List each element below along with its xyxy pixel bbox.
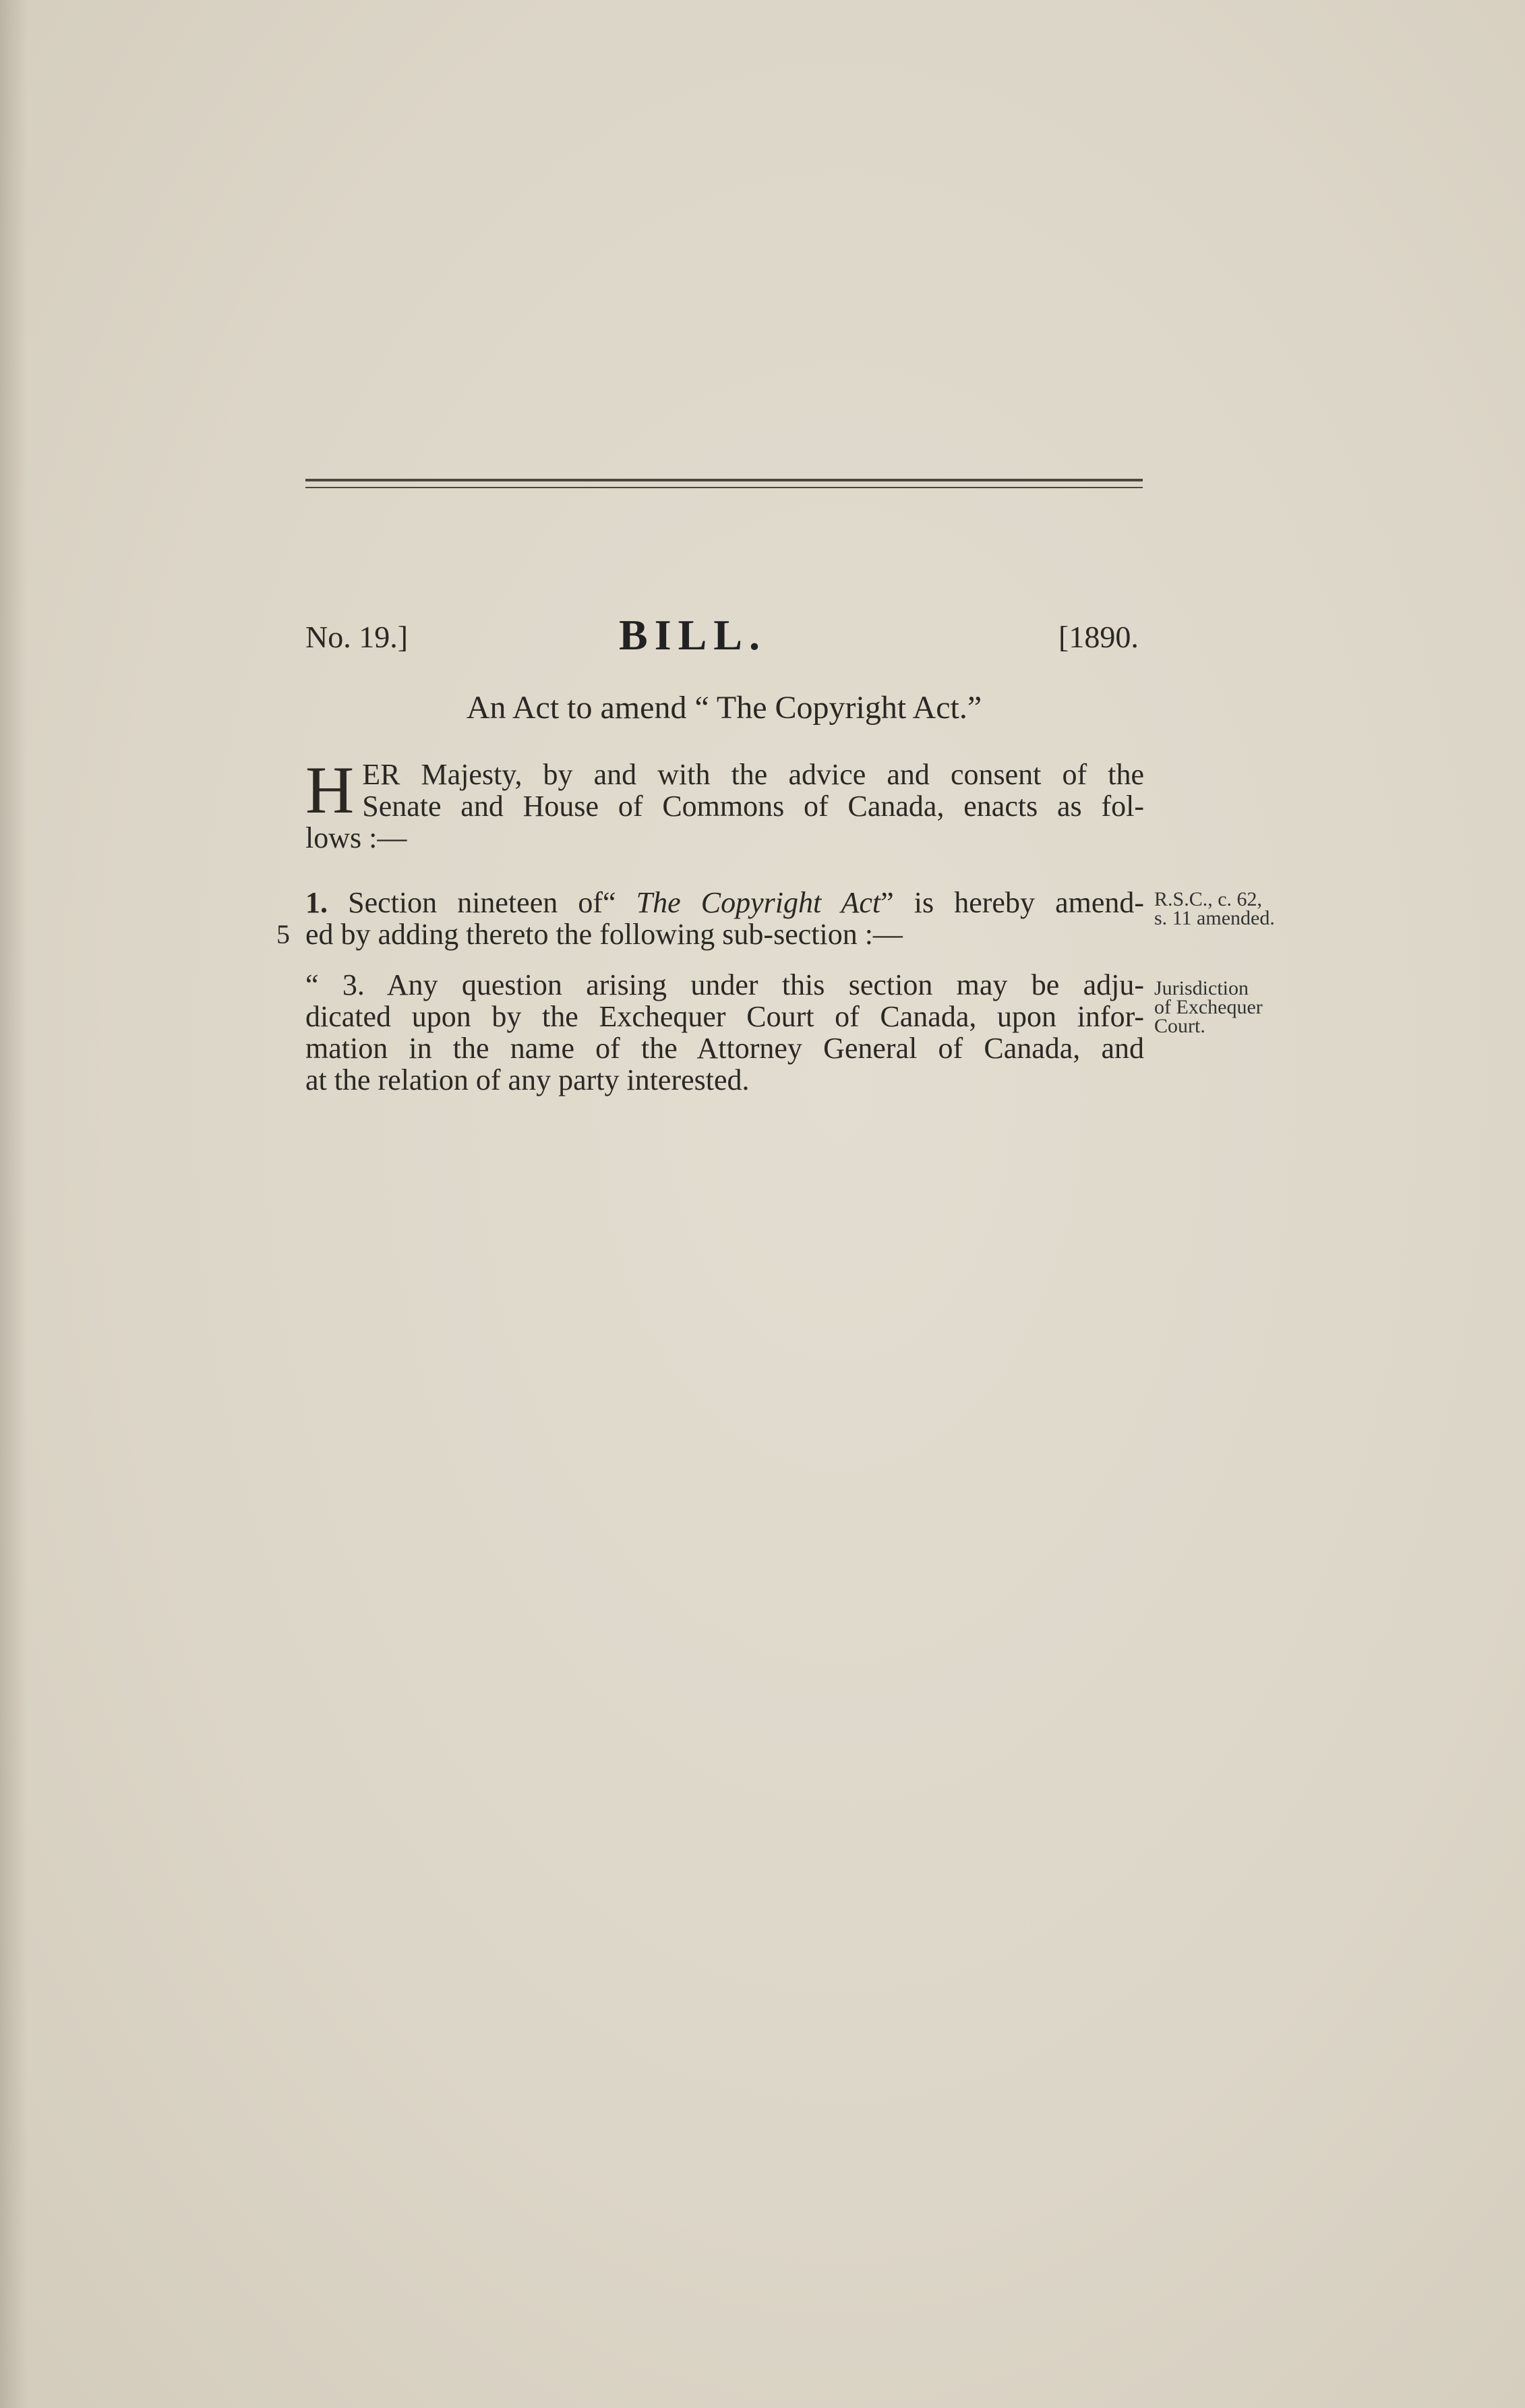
section-1 — [305, 887, 1144, 950]
preamble-line: ER Majesty, by and with the advice and consent of the — [362, 758, 1144, 791]
margin-note-jurisdiction — [1154, 979, 1263, 1036]
bill-year: [1890. — [1058, 620, 1139, 654]
subsection-3-line: dicated upon by the Exchequer Court of Canada, upon infor- — [305, 1000, 1144, 1033]
margin-note-rsc — [1154, 890, 1275, 928]
subsection-3-line: mation in the name of the Attorney General of Canada, and — [305, 1032, 1144, 1065]
margin-note-line: Court. — [1154, 1015, 1205, 1037]
preamble — [305, 753, 1144, 854]
act-title: An Act to amend “ The Copyright Act.” — [466, 690, 982, 726]
section-1-number: 1. — [305, 886, 328, 919]
margin-note-line: of Exchequer — [1154, 996, 1263, 1018]
margin-note-line: Jurisdiction — [1154, 977, 1249, 999]
section-1-line: ed by adding thereto the following sub-section :— — [305, 918, 903, 951]
section-1-line — [305, 887, 1144, 918]
subsection-3-line: at the relation of any party interested. — [305, 1063, 750, 1096]
subsection-3 — [305, 969, 1144, 1096]
section-1-text-a: Section nineteen of“ — [348, 886, 636, 919]
section-1-text-b: ” is hereby amend- — [880, 886, 1145, 919]
line-number: 5 — [276, 919, 290, 949]
subsection-3-line: “ 3. Any question arising under this section may be adju- — [305, 968, 1144, 1001]
margin-note-line: R.S.C., c. 62, — [1154, 888, 1263, 910]
section-1-act-name: The Copyright Act — [636, 886, 881, 919]
drop-cap: H — [305, 753, 355, 827]
header-rule-thin — [305, 487, 1143, 488]
bill-heading: BILL. — [619, 611, 767, 659]
bill-number: No. 19.] — [305, 620, 409, 654]
margin-note-line: s. 11 amended. — [1154, 907, 1275, 929]
header-rule-thick — [305, 479, 1143, 481]
preamble-line: Senate and House of Commons of Canada, enacts as fol- — [362, 790, 1144, 823]
preamble-line: lows :— — [305, 821, 407, 854]
